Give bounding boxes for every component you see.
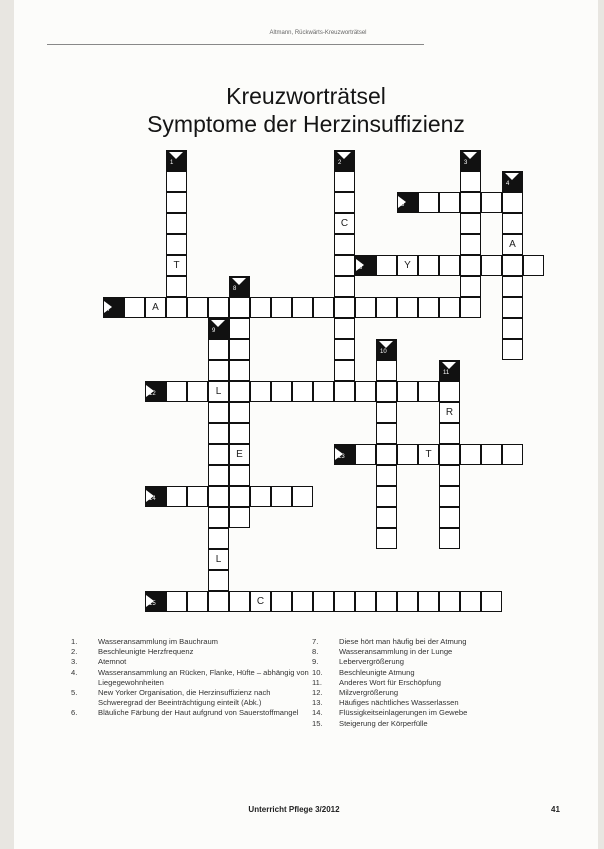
grid-cell[interactable] [187, 591, 208, 612]
grid-cell[interactable] [124, 297, 145, 318]
grid-cell[interactable] [166, 381, 187, 402]
grid-cell[interactable] [376, 591, 397, 612]
grid-cell[interactable] [418, 192, 439, 213]
page [14, 0, 598, 849]
grid-cell[interactable] [439, 423, 460, 444]
grid-cell[interactable] [376, 444, 397, 465]
grid-cell[interactable] [460, 171, 481, 192]
grid-cell[interactable] [439, 486, 460, 507]
clue-number: 10 [380, 349, 387, 355]
grid-cell[interactable] [334, 381, 355, 402]
grid-cell[interactable]: C [334, 213, 355, 234]
clue-item-number: 12. [312, 688, 323, 698]
clue-start-7[interactable] [103, 297, 124, 318]
grid-cell[interactable] [334, 255, 355, 276]
grid-cell[interactable] [250, 297, 271, 318]
grid-cell[interactable] [376, 402, 397, 423]
grid-cell[interactable] [439, 192, 460, 213]
grid-cell[interactable] [229, 318, 250, 339]
grid-cell[interactable] [460, 234, 481, 255]
grid-cell[interactable] [292, 381, 313, 402]
grid-cell[interactable] [439, 591, 460, 612]
grid-cell[interactable]: L [208, 549, 229, 570]
grid-cell[interactable] [460, 213, 481, 234]
grid-cell[interactable] [376, 423, 397, 444]
grid-cell[interactable]: C [250, 591, 271, 612]
grid-cell[interactable] [229, 360, 250, 381]
grid-cell[interactable] [334, 297, 355, 318]
clue-item [312, 698, 542, 708]
grid-cell[interactable] [334, 171, 355, 192]
grid-cell[interactable] [355, 444, 376, 465]
grid-cell[interactable] [355, 297, 376, 318]
grid-cell[interactable] [229, 381, 250, 402]
clue-number: 9 [212, 328, 216, 334]
clue-start-11[interactable] [439, 360, 460, 381]
grid-cell[interactable] [229, 402, 250, 423]
clue-item [312, 708, 542, 718]
grid-cell[interactable] [271, 297, 292, 318]
clue-item [71, 668, 311, 688]
grid-cell[interactable] [376, 297, 397, 318]
grid-cell[interactable] [376, 381, 397, 402]
grid-cell[interactable] [355, 381, 376, 402]
grid-cell[interactable] [271, 486, 292, 507]
grid-cell[interactable] [313, 591, 334, 612]
clue-item-text: Milzvergrößerung [339, 688, 399, 698]
grid-cell[interactable] [376, 255, 397, 276]
grid-cell[interactable] [208, 402, 229, 423]
grid-cell[interactable] [313, 381, 334, 402]
clue-item-text: Anderes Wort für Erschöpfung [339, 677, 442, 687]
clue-item-text: Steigerung der Körperfülle [339, 718, 428, 728]
grid-cell[interactable] [271, 591, 292, 612]
clue-item-number: 4. [71, 667, 78, 677]
clue-item [312, 647, 542, 657]
clue-item [71, 647, 311, 657]
title-line-2: Symptome der Herzinsuffizienz [147, 111, 465, 137]
running-head: Altmann, Rückwärts-Kreuzworträtsel [269, 30, 367, 36]
grid-cell[interactable] [439, 255, 460, 276]
grid-cell[interactable] [292, 297, 313, 318]
grid-cell[interactable] [166, 486, 187, 507]
clue-start-12[interactable] [145, 381, 166, 402]
clue-number: 12 [149, 391, 156, 397]
clue-number: 3 [464, 160, 468, 166]
grid-cell[interactable] [502, 255, 523, 276]
clue-start-14[interactable] [145, 486, 166, 507]
grid-cell[interactable] [376, 507, 397, 528]
grid-cell[interactable] [271, 381, 292, 402]
grid-cell[interactable] [250, 486, 271, 507]
grid-cell[interactable] [229, 486, 250, 507]
grid-cell[interactable] [355, 591, 376, 612]
clue-item-number: 10. [312, 667, 323, 677]
clue-item [312, 668, 542, 678]
clue-item-number: 3. [71, 657, 78, 667]
grid-cell[interactable] [208, 591, 229, 612]
clue-item-text: Lebervergrößerung [339, 657, 405, 667]
clue-start-8[interactable] [229, 276, 250, 297]
clue-item-number: 1. [71, 637, 78, 646]
grid-cell[interactable] [208, 465, 229, 486]
clue-number: 1 [170, 160, 174, 166]
clue-start-4[interactable] [502, 171, 523, 192]
clue-item-number: 11. [312, 677, 322, 687]
grid-cell[interactable] [439, 444, 460, 465]
clue-item-number: 9. [312, 657, 319, 667]
clue-item [312, 719, 542, 729]
grid-cell[interactable] [334, 234, 355, 255]
clue-item-number: 5. [71, 688, 78, 698]
grid-cell[interactable] [208, 297, 229, 318]
clue-start-3[interactable] [460, 150, 481, 171]
clue-item-number: 15. [312, 718, 323, 728]
grid-cell[interactable] [334, 192, 355, 213]
clue-start-2[interactable] [334, 150, 355, 171]
grid-cell[interactable] [166, 591, 187, 612]
grid-cell[interactable]: L [208, 381, 229, 402]
grid-cell[interactable] [208, 360, 229, 381]
grid-cell[interactable] [481, 192, 502, 213]
clue-list-left [71, 637, 311, 719]
clue-item-text: Atemnot [98, 657, 127, 667]
clue-item-number: 14. [312, 708, 323, 718]
clue-item-text: Wasseransammlung in der Lunge [339, 647, 453, 657]
grid-cell[interactable] [460, 297, 481, 318]
clue-item-text: Häufiges nächtliches Wasserlassen [339, 698, 459, 708]
grid-cell[interactable] [481, 444, 502, 465]
grid-cell[interactable] [166, 297, 187, 318]
grid-cell[interactable] [208, 528, 229, 549]
clue-number: 7 [107, 307, 111, 313]
clue-start-6[interactable] [355, 255, 376, 276]
clue-item-text: Beschleunigte Herzfrequenz [98, 647, 194, 657]
clue-number: 15 [149, 601, 156, 607]
clue-item [71, 688, 311, 708]
grid-cell[interactable] [334, 318, 355, 339]
clue-start-5[interactable] [397, 192, 418, 213]
grid-cell[interactable] [502, 276, 523, 297]
clue-number: 4 [506, 181, 510, 187]
grid-cell[interactable] [502, 297, 523, 318]
grid-cell[interactable] [229, 297, 250, 318]
grid-cell[interactable] [166, 171, 187, 192]
grid-cell[interactable] [376, 486, 397, 507]
grid-cell[interactable] [502, 444, 523, 465]
grid-cell[interactable]: E [229, 444, 250, 465]
grid-cell[interactable] [166, 213, 187, 234]
clue-start-10[interactable] [376, 339, 397, 360]
grid-cell[interactable] [334, 591, 355, 612]
grid-cell[interactable] [439, 381, 460, 402]
grid-cell[interactable] [187, 381, 208, 402]
grid-cell[interactable] [418, 591, 439, 612]
grid-cell[interactable] [418, 297, 439, 318]
clue-item [312, 678, 542, 688]
clue-item-number: 6. [71, 708, 78, 718]
grid-cell[interactable] [376, 360, 397, 381]
grid-cell[interactable] [502, 213, 523, 234]
grid-cell[interactable] [292, 591, 313, 612]
grid-cell[interactable] [460, 444, 481, 465]
grid-cell[interactable] [460, 192, 481, 213]
grid-cell[interactable]: R [439, 402, 460, 423]
footer-issue: Unterricht Pflege 3/2012 [248, 805, 340, 814]
grid-cell[interactable] [166, 192, 187, 213]
grid-cell[interactable]: A [145, 297, 166, 318]
grid-cell[interactable] [208, 570, 229, 591]
grid-cell[interactable] [439, 465, 460, 486]
crossword-grid [14, 0, 598, 640]
clue-number: 2 [338, 160, 342, 166]
grid-cell[interactable] [208, 339, 229, 360]
clue-item [312, 637, 542, 647]
grid-cell[interactable] [481, 255, 502, 276]
grid-cell[interactable] [334, 360, 355, 381]
grid-cell[interactable] [439, 507, 460, 528]
clue-item-text: Bläuliche Färbung der Haut aufgrund von Sauerstoffmangel [98, 708, 299, 718]
clue-item-text: Wasseransammlung im Bauchraum [98, 637, 218, 646]
clue-item-text: Flüssigkeitseinlagerungen im Gewebe [339, 708, 468, 718]
grid-cell[interactable] [229, 507, 250, 528]
clue-item-text: Beschleunigte Atmung [339, 667, 415, 677]
clue-start-9[interactable] [208, 318, 229, 339]
grid-cell[interactable]: T [166, 255, 187, 276]
clue-start-1[interactable] [166, 150, 187, 171]
grid-cell[interactable] [502, 318, 523, 339]
grid-cell[interactable] [229, 591, 250, 612]
grid-cell[interactable] [460, 255, 481, 276]
clue-item-text: Wasseransammlung an Rücken, Flanke, Hüfte – abhängig von Liegegewohnheiten [98, 667, 309, 687]
clue-item-number: 13. [312, 698, 323, 708]
grid-cell[interactable] [418, 381, 439, 402]
grid-cell[interactable] [166, 276, 187, 297]
grid-cell[interactable] [229, 423, 250, 444]
clue-item-number: 7. [312, 637, 319, 646]
grid-cell[interactable] [313, 297, 334, 318]
grid-cell[interactable] [208, 444, 229, 465]
grid-cell[interactable] [187, 297, 208, 318]
grid-cell[interactable] [439, 297, 460, 318]
page-number: 41 [551, 805, 560, 814]
clue-item [71, 637, 311, 647]
grid-cell[interactable] [481, 591, 502, 612]
clue-item-text: Diese hört man häufig bei der Atmung [339, 637, 467, 646]
clue-number: 11 [443, 370, 450, 376]
clue-start-15[interactable] [145, 591, 166, 612]
clue-list-right [312, 637, 542, 729]
grid-cell[interactable] [187, 486, 208, 507]
clue-item [71, 657, 311, 667]
grid-cell[interactable] [229, 465, 250, 486]
grid-cell[interactable] [208, 486, 229, 507]
clue-number: 14 [149, 496, 156, 502]
grid-cell[interactable] [460, 591, 481, 612]
clue-number: 8 [233, 286, 237, 292]
grid-cell[interactable] [334, 339, 355, 360]
clue-item [312, 688, 542, 698]
grid-cell[interactable] [397, 297, 418, 318]
clue-item-number: 8. [312, 647, 319, 657]
grid-cell[interactable] [502, 192, 523, 213]
grid-cell[interactable] [376, 465, 397, 486]
grid-cell[interactable]: T [418, 444, 439, 465]
title-line-1: Kreuzworträtsel [226, 83, 386, 109]
grid-cell[interactable]: Y [397, 255, 418, 276]
grid-cell[interactable] [334, 276, 355, 297]
clue-number: 6 [359, 265, 363, 271]
grid-cell[interactable] [523, 255, 544, 276]
clue-start-13[interactable] [334, 444, 355, 465]
grid-cell[interactable] [292, 486, 313, 507]
grid-cell[interactable] [208, 507, 229, 528]
grid-cell[interactable] [208, 423, 229, 444]
clue-item [71, 708, 311, 718]
grid-cell[interactable] [229, 339, 250, 360]
clue-number: 13 [338, 454, 345, 460]
clue-item-number: 2. [71, 647, 78, 657]
grid-cell[interactable] [460, 276, 481, 297]
grid-cell[interactable] [376, 528, 397, 549]
grid-cell[interactable] [397, 381, 418, 402]
grid-cell[interactable] [166, 234, 187, 255]
grid-cell[interactable] [502, 339, 523, 360]
grid-cell[interactable] [418, 255, 439, 276]
grid-cell[interactable] [250, 381, 271, 402]
grid-cell[interactable]: A [502, 234, 523, 255]
clue-item-text: New Yorker Organisation, die Herzinsuffizienz nach Schweregrad der Beeinträchtigung einteilt (Abk.) [98, 688, 271, 708]
clue-number: 5 [401, 202, 405, 208]
grid-cell[interactable] [397, 444, 418, 465]
clue-item [312, 657, 542, 667]
grid-cell[interactable] [439, 528, 460, 549]
grid-cell[interactable] [397, 591, 418, 612]
